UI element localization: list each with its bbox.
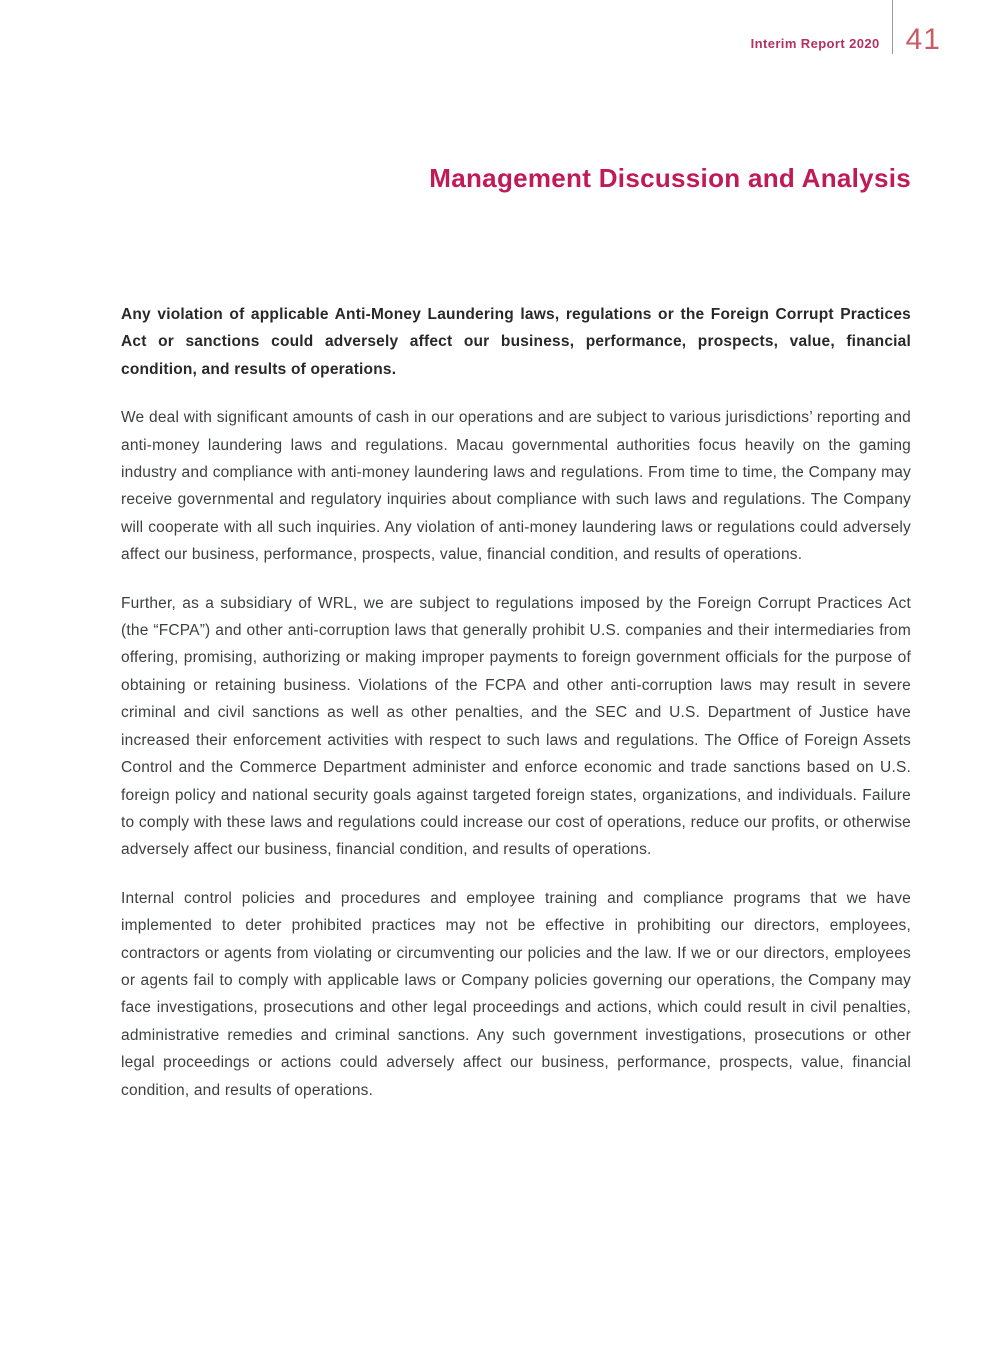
page-number: 41: [905, 23, 941, 56]
paragraph-fcpa-sanctions: Further, as a subsidiary of WRL, we are subject to regulations imposed by the Foreign Corrupt Practices Act (the “FCPA”) and other anti-corruption laws that generally prohibit U.S. companies and their intermediaries from offering, promising, authorizing or making improper payments to foreign government officials for the purpose of obtaining or retaining business. Violations of the FCPA and other anti-corruption laws may result in severe criminal and civil sanctions as well as other penalties, and the SEC and U.S. Department of Justice have increased their enforcement activities with respect to such laws and regulations. The Office of Foreign Assets Control and the Commerce Department administer and enforce economic and trade sanctions based on U.S. foreign policy and national security goals against targeted foreign states, organizations, and individuals. Failure to comply with these laws and regulations could increase our cost of operations, reduce our profits, or otherwise adversely affect our business, financial condition, and results of operations.: [121, 594, 911, 859]
paragraph-aml-compliance: We deal with significant amounts of cash in our operations and are subject to various jurisdictions’ reporting and anti-money laundering laws and regulations. Macau governmental authorities focus heavily on the gaming industry and compliance with anti-money laundering laws and regulations. From time to time, the Company may receive governmental and regulatory inquiries about compliance with such laws and regulations. The Company will cooperate with all such inquiries. Any violation of anti-money laundering laws or regulations could adversely affect our business, performance, prospects, value, financial condition, and results of operations.: [121, 409, 911, 564]
content-area: [121, 301, 911, 1125]
paragraph-internal-controls: Internal control policies and procedures and employee training and compliance programs that we have implemented to deter prohibited practices may not be effective in prohibiting our directors, employees, contractors or agents from violating or circumventing our policies and the law. If we or our directors, employees or agents fail to comply with applicable laws or Company policies governing our operations, the Company may face investigations, prosecutions and other legal proceedings and actions, which could result in civil penalties, administrative remedies and criminal sanctions. Any such government investigations, prosecutions or other legal proceedings or actions could adversely affect our business, performance, prospects, value, financial condition, and results of operations.: [121, 889, 911, 1099]
header-divider: [892, 0, 893, 54]
report-title-label: Interim Report 2020: [750, 36, 880, 51]
section-title: Management Discussion and Analysis: [429, 163, 911, 193]
paragraph-risk-statement: Any violation of applicable Anti-Money Laundering laws, regulations or the Foreign Corrupt Practices Act or sanctions could adversely affect our business, performance, prospects, value, financial condition, and results of operations.: [121, 306, 911, 378]
page-header: [751, 0, 941, 56]
